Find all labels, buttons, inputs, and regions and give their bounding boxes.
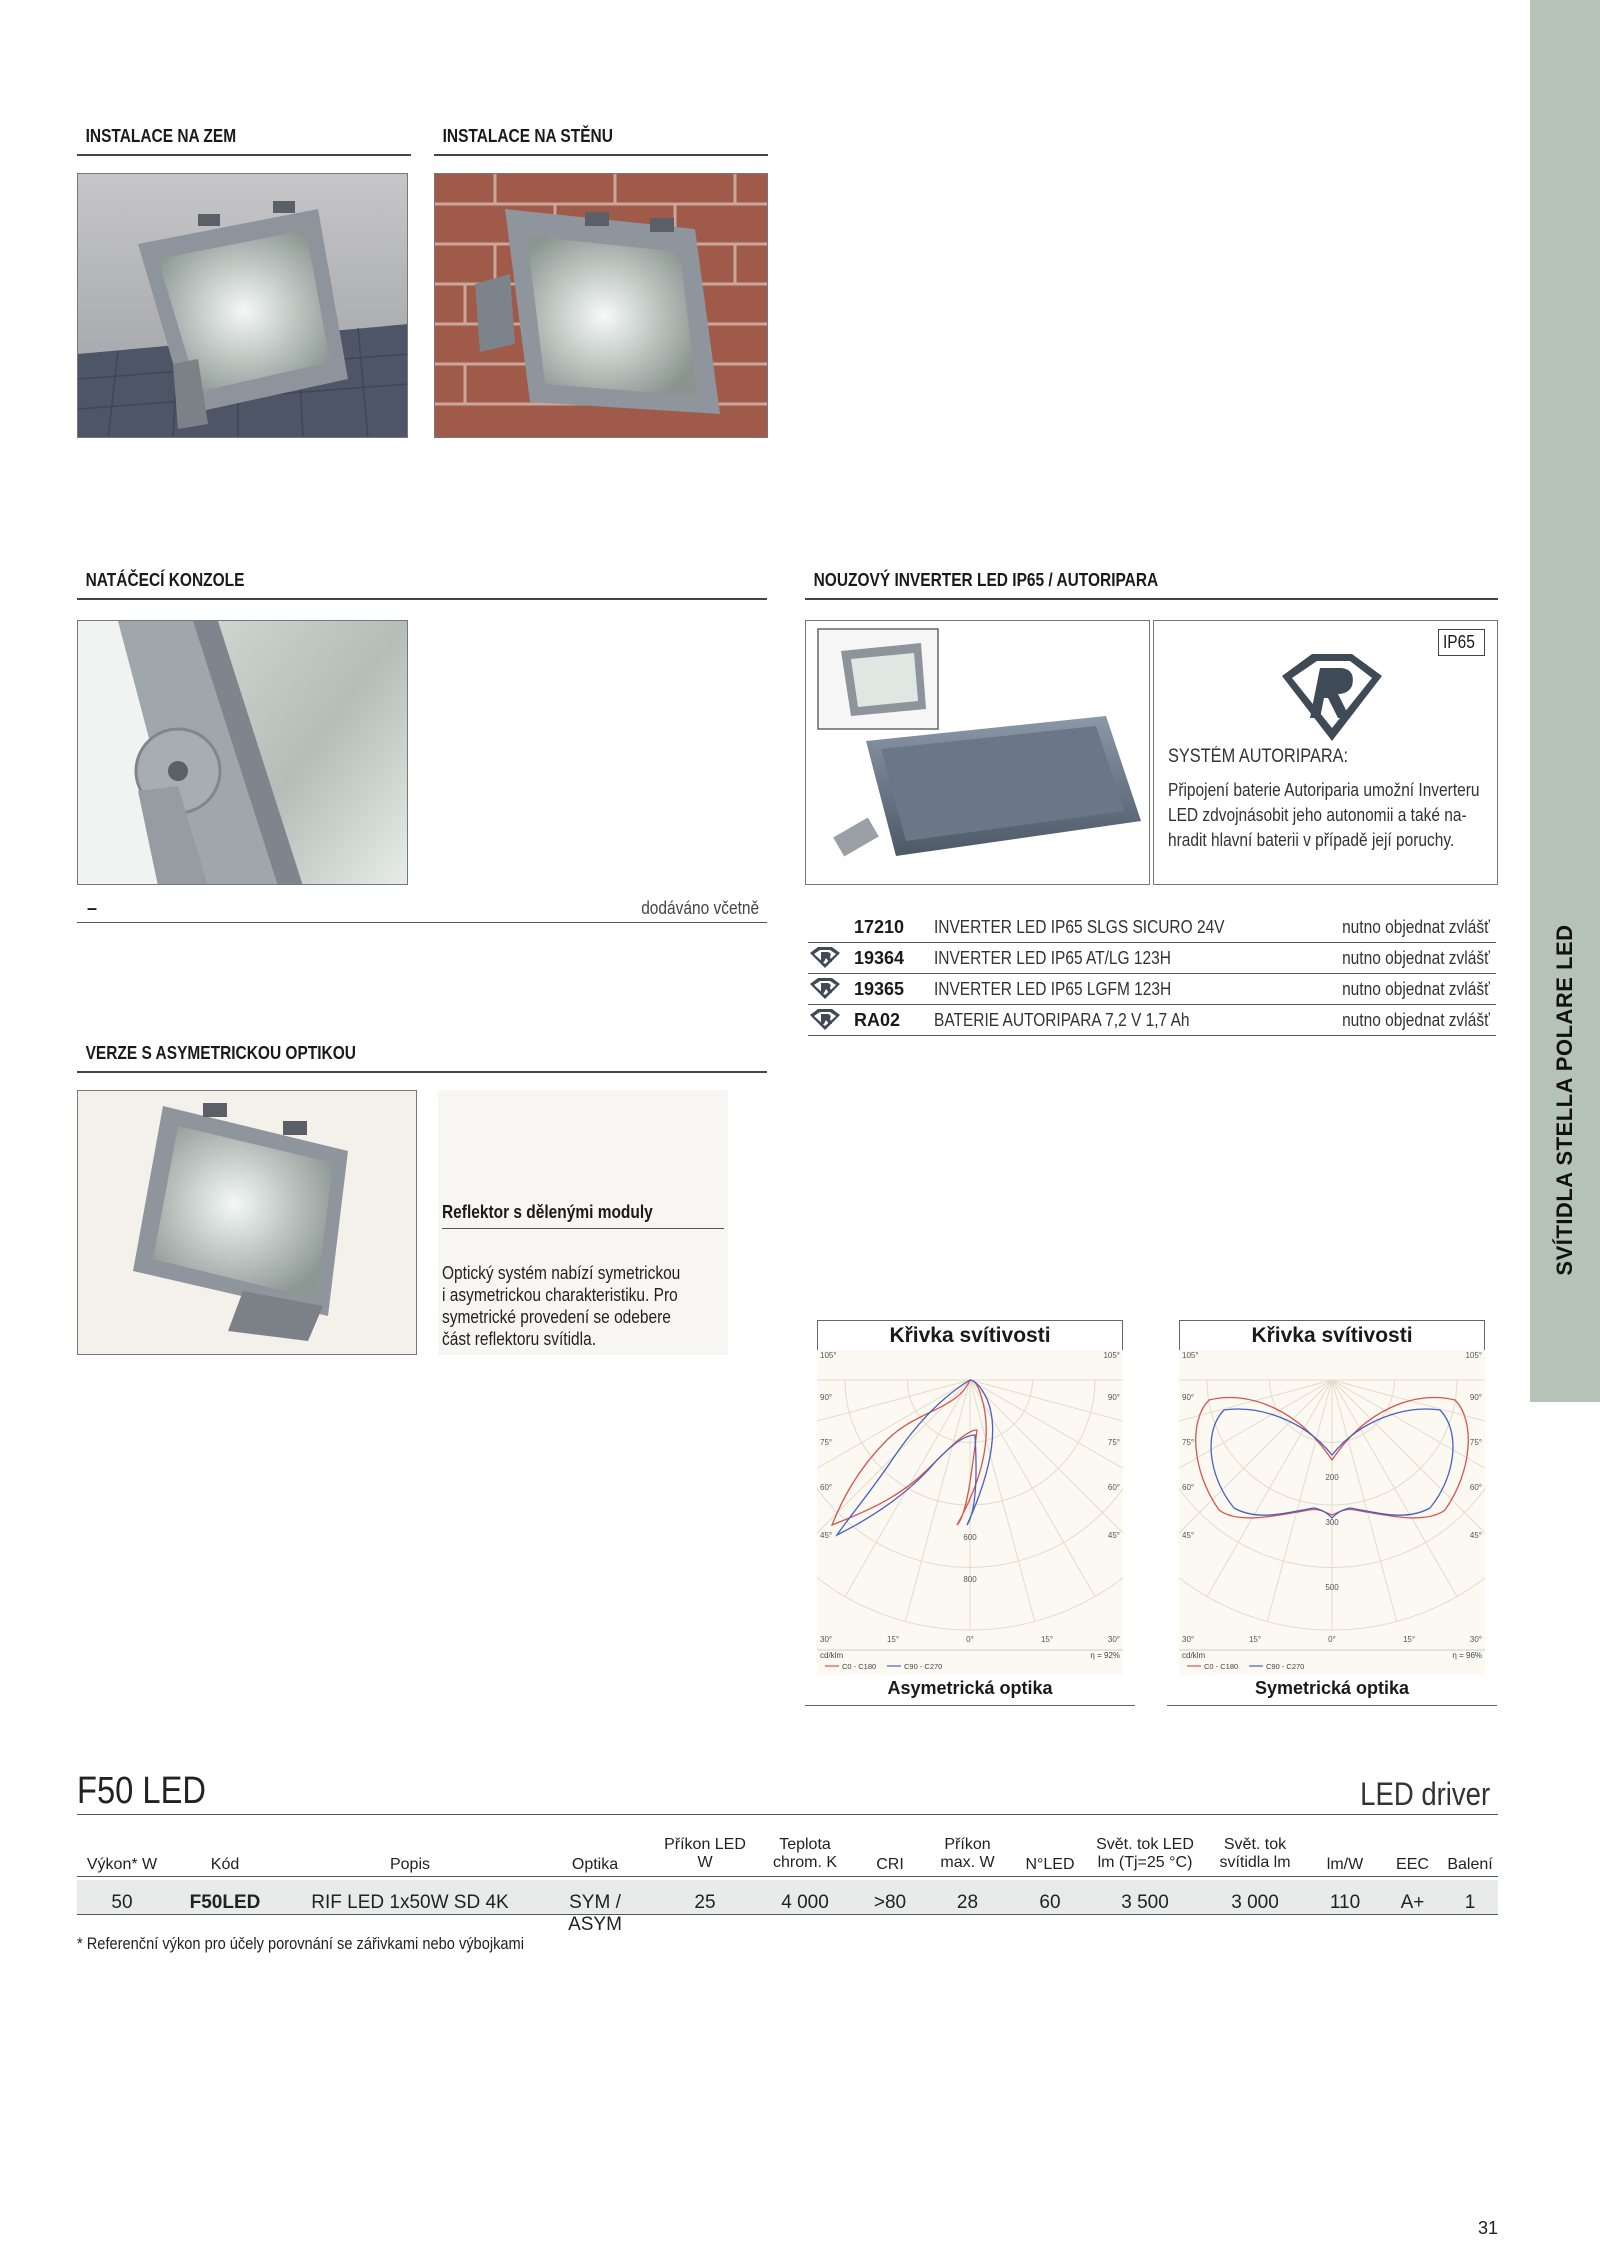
- photo-wall-install: [434, 173, 768, 438]
- product-driver: LED driver: [1360, 1776, 1490, 1812]
- legend-label: C0 - C180: [1204, 1662, 1239, 1671]
- angle-tick-label: 75°: [1182, 1438, 1195, 1447]
- angle-tick-label: 30°: [1469, 1635, 1482, 1644]
- autoripara-text: Připojení baterie Autoriparia umožní Inverteru LED zdvojnásobit jeho autonomii a také na- hradit hlavní baterii v případě její poruchy.: [1168, 780, 1480, 850]
- product-name: F50 LED: [77, 1770, 206, 1812]
- efficiency-label: η = 96%: [1452, 1651, 1482, 1660]
- ip65-badge: IP65: [1438, 629, 1485, 656]
- spec-value-cell: 50: [111, 1892, 133, 1913]
- angle-tick-label: 75°: [1469, 1438, 1482, 1447]
- angle-tick-label: 105°: [1103, 1351, 1120, 1360]
- photo-inverter: [805, 620, 1150, 885]
- spec-value-cell: F50LED: [189, 1892, 261, 1913]
- spec-header-cell: Kód: [210, 1856, 240, 1873]
- reflector-title: Reflektor s dělenými moduly: [442, 1202, 724, 1229]
- spec-value-cell: 60: [1039, 1892, 1061, 1913]
- angle-tick-label: 45°: [1469, 1531, 1482, 1540]
- angle-tick-label: 30°: [1182, 1635, 1195, 1644]
- photo-bracket: [77, 620, 408, 885]
- angle-tick-label: 45°: [1107, 1531, 1120, 1540]
- product-rule: [77, 1814, 1498, 1815]
- polar-chart: [1179, 1350, 1485, 1675]
- spec-value-cell: 3 500: [1121, 1892, 1169, 1913]
- section-install-wall: INSTALACE NA STĚNU: [434, 126, 768, 156]
- spec-header-cell: lm/W: [1326, 1856, 1364, 1873]
- angle-tick-label: 0°: [966, 1635, 974, 1644]
- spec-value-cell: A+: [1400, 1892, 1425, 1913]
- section-install-ground: INSTALACE NA ZEM: [77, 126, 411, 156]
- radial-tick-label: 300: [1325, 1518, 1339, 1527]
- spec-header-cell: Příkon max. W: [940, 1836, 995, 1871]
- spec-value-cell: 1: [1464, 1892, 1476, 1913]
- angle-tick-label: 75°: [820, 1438, 833, 1447]
- angle-tick-label: 105°: [820, 1351, 837, 1360]
- angle-tick-label: 45°: [1182, 1531, 1195, 1540]
- footnote: * Referenční výkon pro účely porovnání se zářivkami nebo výbojkami: [77, 1934, 524, 1953]
- radial-tick-label: 500: [1325, 1583, 1339, 1592]
- units-label: cd/klm: [820, 1651, 844, 1660]
- bracket-note: – dodáváno včetně: [77, 898, 767, 923]
- angle-tick-label: 60°: [820, 1483, 833, 1492]
- side-tab-label: SVÍTIDLA STELLA POLARE LED: [1552, 924, 1577, 1276]
- autoripara-logo-icon: [808, 1007, 842, 1031]
- radial-tick-label: 600: [963, 1533, 977, 1542]
- units-label: cd/klm: [1182, 1651, 1206, 1660]
- autoripara-logo-icon: [808, 976, 842, 1000]
- angle-tick-label: 75°: [1107, 1438, 1120, 1447]
- reflector-panel: [438, 1090, 728, 1355]
- spec-header-cell: CRI: [876, 1856, 904, 1873]
- angle-tick-label: 105°: [1182, 1351, 1199, 1360]
- efficiency-label: η = 92%: [1090, 1651, 1120, 1660]
- legend-label: C90 - C270: [1266, 1662, 1305, 1671]
- radial-tick-label: 200: [1325, 1473, 1339, 1482]
- angle-tick-label: 15°: [886, 1635, 900, 1644]
- chart-title: Křivka svítivosti: [817, 1320, 1123, 1350]
- polar-chart: [817, 1350, 1123, 1675]
- chart-sym: [1167, 1320, 1497, 1706]
- spec-value-cell: RIF LED 1x50W SD 4K: [311, 1892, 509, 1913]
- photo-ground-install: [77, 173, 408, 438]
- angle-tick-label: 30°: [820, 1635, 833, 1644]
- angle-tick-label: 60°: [1107, 1483, 1120, 1492]
- inverter-item: 19364 INVERTER LED IP65 AT/LG 123H nutno objednat zvlášť: [808, 943, 1496, 974]
- inverter-item: RA02 BATERIE AUTORIPARA 7,2 V 1,7 Ah nutno objednat zvlášť: [808, 1005, 1496, 1036]
- angle-tick-label: 60°: [1469, 1483, 1482, 1492]
- chart-asym: [805, 1320, 1135, 1706]
- angle-tick-label: 90°: [1469, 1393, 1482, 1402]
- spec-value-cell: 25: [694, 1892, 716, 1913]
- angle-tick-label: 0°: [1328, 1635, 1336, 1644]
- autoripara-title: SYSTÉM AUTORIPARA:: [1168, 746, 1349, 767]
- spec-header-cell: Svět. tok LED lm (Tj=25 °C): [1096, 1836, 1194, 1871]
- spec-header-cell: N°LED: [1025, 1856, 1075, 1873]
- angle-tick-label: 15°: [1402, 1635, 1416, 1644]
- section-inverter: NOUZOVÝ INVERTER LED IP65 / AUTORIPARA: [805, 570, 1498, 600]
- spec-header-cell: Optika: [571, 1856, 619, 1873]
- spec-value-cell: 110: [1329, 1892, 1361, 1913]
- angle-tick-label: 90°: [1107, 1393, 1120, 1402]
- angle-tick-label: 105°: [1465, 1351, 1482, 1360]
- angle-tick-label: 15°: [1040, 1635, 1054, 1644]
- spec-value-cell: SYM / ASYM: [568, 1892, 622, 1935]
- angle-tick-label: 90°: [820, 1393, 833, 1402]
- angle-tick-label: 15°: [1248, 1635, 1262, 1644]
- page-number: 31: [1478, 2218, 1499, 2238]
- legend-label: C90 - C270: [904, 1662, 943, 1671]
- inverter-item: 19365 INVERTER LED IP65 LGFM 123H nutno objednat zvlášť: [808, 974, 1496, 1005]
- autoripara-panel: [1153, 620, 1498, 885]
- spec-header-cell: EEC: [1396, 1856, 1429, 1873]
- reflector-text: Optický systém nabízí symetrickou i asymetrickou charakteristiku. Pro symetrické provedení se odebere část reflektoru svítidla.: [442, 1263, 681, 1349]
- spec-header-cell: Balení: [1447, 1856, 1493, 1873]
- photo-asym-fixture: [77, 1090, 417, 1355]
- spec-value-cell: 4 000: [781, 1892, 829, 1913]
- spec-header-cell: Výkon* W: [86, 1856, 158, 1873]
- spec-header-cell: Popis: [389, 1856, 431, 1873]
- angle-tick-label: 60°: [1182, 1483, 1195, 1492]
- section-asym: VERZE S ASYMETRICKOU OPTIKOU: [77, 1043, 767, 1073]
- spec-value-cell: 3 000: [1231, 1892, 1279, 1913]
- angle-tick-label: 30°: [1107, 1635, 1120, 1644]
- spec-header-cell: Svět. tok svítidla lm: [1219, 1836, 1291, 1871]
- chart-caption: Symetrická optika: [1254, 1678, 1410, 1698]
- radial-tick-label: 800: [963, 1575, 977, 1584]
- spec-value-cell: >80: [873, 1892, 907, 1913]
- spec-value-cell: 28: [956, 1892, 979, 1913]
- spec-header-cell: Teplota chrom. K: [772, 1836, 837, 1871]
- chart-caption: Asymetrická optika: [887, 1678, 1053, 1698]
- legend-label: C0 - C180: [842, 1662, 877, 1671]
- chart-title: Křivka svítivosti: [1179, 1320, 1485, 1350]
- inverter-item: 17210 INVERTER LED IP65 SLGS SICURO 24V nutno objednat zvlášť: [808, 912, 1496, 943]
- angle-tick-label: 45°: [820, 1531, 833, 1540]
- spec-header-cell: Příkon LED W: [664, 1836, 746, 1871]
- autoripara-logo-icon: [1272, 646, 1392, 746]
- autoripara-logo-icon: [808, 945, 842, 969]
- section-bracket: NATÁČECÍ KONZOLE: [77, 570, 767, 600]
- angle-tick-label: 90°: [1182, 1393, 1195, 1402]
